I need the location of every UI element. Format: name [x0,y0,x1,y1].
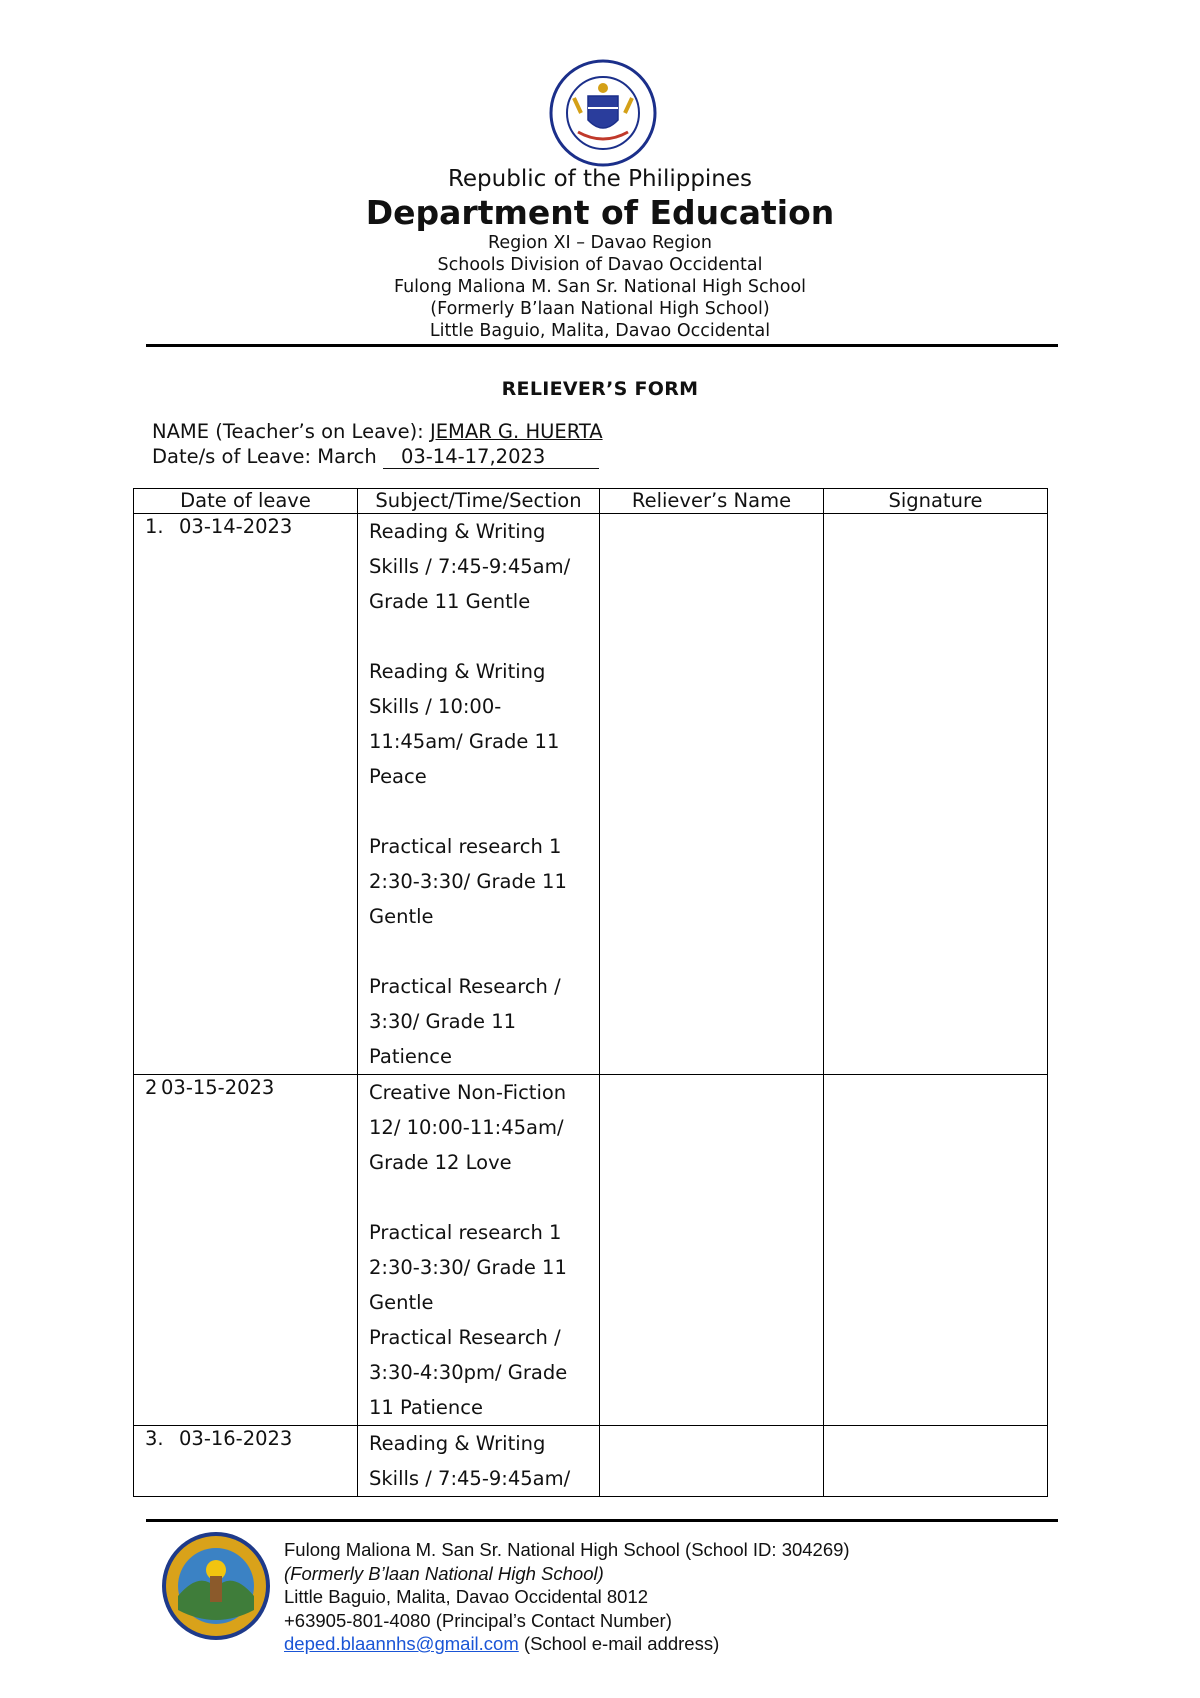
signature-cell[interactable] [824,514,1048,1075]
header-region: Region XI – Davao Region [488,233,712,253]
signature-cell[interactable] [824,1426,1048,1497]
header-former-name: (Formerly B’laan National High School) [430,299,770,319]
teacher-name-value: JEMAR G. HUERTA [429,420,603,443]
row-number: 2 [145,1076,158,1099]
subject-cell [358,1426,600,1497]
row-number: 1. [145,515,164,538]
leave-dates-label: Date/s of Leave: March [152,445,377,468]
col-header-subject: Subject/Time/Section [358,489,600,514]
footer-email-line [284,1632,850,1656]
republic-heading: Republic of the Philippines [447,166,753,192]
reliever-name-cell[interactable] [600,1075,824,1426]
footer-divider [146,1519,1058,1522]
subject-entry: Reading & Writing Skills / 10:00-11:45am/ Grade 11 Peace [369,660,560,788]
signature-cell[interactable] [824,1075,1048,1426]
email-suffix: (School e-mail address) [518,1633,720,1654]
header-divider [146,344,1058,347]
row-date: 03-15-2023 [161,1076,275,1099]
subject-entry: Practical research 1 2:30-3:30/ Grade 11 Gentle [369,1221,567,1314]
school-seal-logo [160,1530,272,1642]
subject-entry: Practical Research / 3:30/ Grade 11 Patience [369,975,561,1068]
subject-entry: Practical Research / 3:30-4:30pm/ Grade 11 Patience [369,1326,568,1419]
teacher-name-label: NAME (Teacher’s on Leave): [152,420,424,443]
leave-dates-value: 03-14-17,2023 [383,446,599,469]
email-link[interactable]: deped.blaannhs@gmail.com [284,1633,519,1654]
col-header-reliever: Reliever’s Name [600,489,824,514]
subject-entry: Practical research 1 2:30-3:30/ Grade 11 Gentle [369,835,567,928]
deped-seal-logo [548,58,658,168]
leave-dates-field [152,445,599,469]
date-cell [134,1075,358,1426]
teacher-name-field [152,420,603,443]
reliever-name-cell[interactable] [600,514,824,1075]
header-school: Fulong Maliona M. San Sr. National High School [393,277,807,297]
table-header-row [134,489,1048,514]
footer-former-name: (Formerly B’laan National High School) [284,1562,604,1584]
subject-cell [358,514,600,1075]
subject-entry: Creative Non-Fiction 12/ 10:00-11:45am/ Grade 12 Love [369,1081,567,1174]
subject-entry: Reading & Writing Skills / 7:45-9:45am/ Grade 11 Gentle [369,520,571,613]
subject-entry: Reading & Writing Skills / 7:45-9:45am/ [369,1432,571,1490]
header-location: Little Baguio, Malita, Davao Occidental [429,321,771,341]
footer-address: Little Baguio, Malita, Davao Occidental 8012 [284,1586,649,1607]
reliever-table [133,488,1048,1497]
row-date: 03-16-2023 [179,1427,293,1450]
date-cell [134,514,358,1075]
row-date: 03-14-2023 [179,515,293,538]
row-number: 3. [145,1427,164,1450]
footer-contact [284,1538,850,1656]
header-address [0,232,1200,342]
table-row [134,1426,1048,1497]
col-header-signature: Signature [824,489,1048,514]
footer-school-id: Fulong Maliona M. San Sr. National High School (School ID: 304269) [284,1539,850,1560]
footer-phone: +63905-801-4080 (Principal’s Contact Number) [284,1609,672,1631]
table-row [134,1075,1048,1426]
date-cell [134,1426,358,1497]
header-division: Schools Division of Davao Occidental [437,255,763,275]
form-title: RELIEVER’S FORM [501,378,699,400]
department-heading: Department of Education [365,193,835,232]
reliever-name-cell[interactable] [600,1426,824,1497]
subject-cell [358,1075,600,1426]
col-header-date: Date of leave [134,489,358,514]
table-row [134,514,1048,1075]
